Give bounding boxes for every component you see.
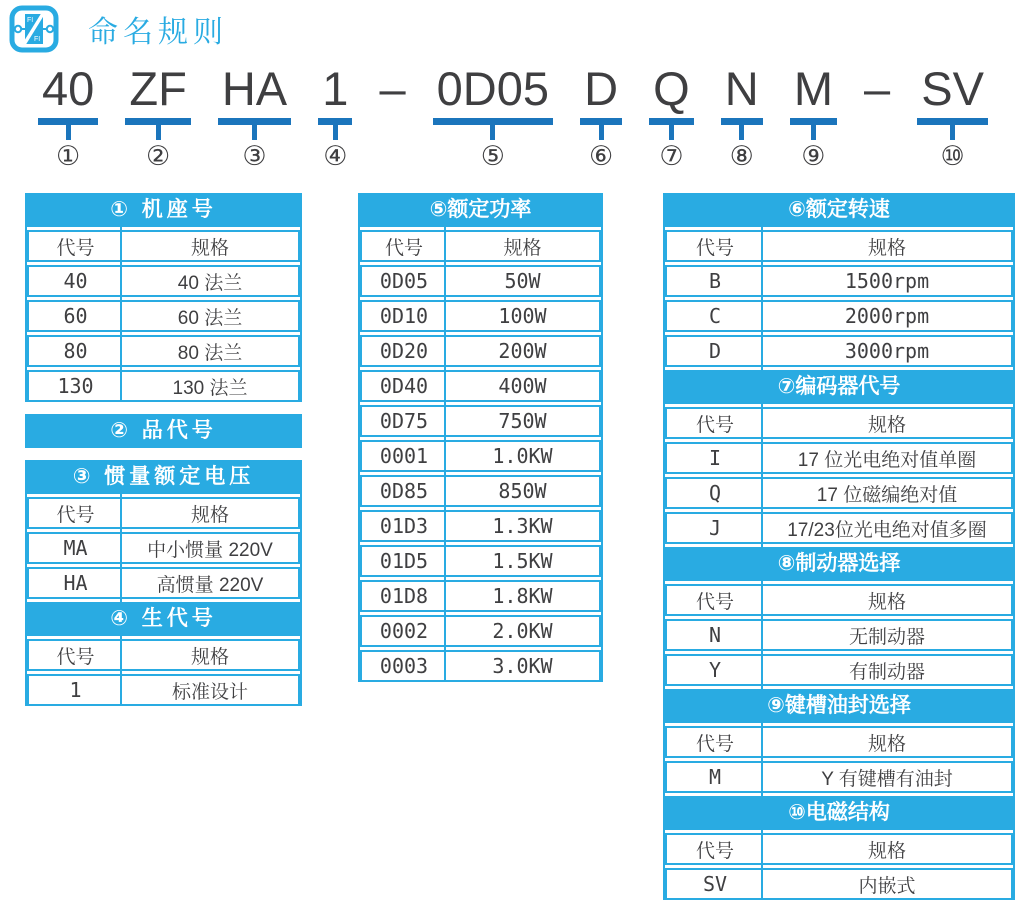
cell-code: M: [708, 765, 722, 789]
code-segment: [125, 64, 190, 170]
table-stack: [25, 460, 302, 706]
cell-spec: 200W: [498, 339, 547, 363]
section-title-bar: ⑤额定功率: [360, 193, 601, 227]
header-cell-spec: 规格: [867, 237, 906, 259]
header-cell-spec: 规格: [190, 504, 229, 526]
code-segment-text: Q: [653, 62, 690, 115]
code-underline: [917, 118, 988, 125]
table-row: [665, 300, 1013, 332]
table-row: [665, 619, 1013, 651]
table-row: [27, 265, 300, 297]
cell-code: 0D40: [379, 374, 429, 398]
table-row: [27, 532, 300, 564]
code-segment: [649, 64, 694, 170]
code-circled-number: ④: [323, 141, 348, 172]
code-circled-number: ②: [145, 141, 171, 172]
cell-spec: 3000rpm: [844, 339, 930, 363]
code-underline: [790, 118, 837, 125]
code-tick: [811, 125, 816, 140]
code-underline: [721, 118, 763, 125]
code-segment: [433, 64, 553, 170]
table-row: [360, 475, 601, 507]
code-segment: [790, 64, 837, 170]
table-row: [360, 405, 601, 437]
code-circled-number: ⑩: [940, 141, 965, 172]
table-row: [360, 265, 601, 297]
header-row: [27, 497, 300, 529]
code-circled-number: ⑧: [729, 141, 754, 172]
header-row: [665, 833, 1013, 865]
code-separator-dash: –: [864, 62, 891, 115]
cell-code: J: [708, 516, 722, 540]
table-row: [360, 580, 601, 612]
code-tick: [252, 125, 257, 140]
code-tick: [599, 125, 604, 140]
tables-column-middle: [358, 190, 603, 682]
cell-spec: 高惯量 220V: [156, 574, 264, 596]
code-segment-text: SV: [921, 62, 984, 115]
cell-spec: 50W: [504, 269, 541, 293]
header-cell-code: 代号: [695, 414, 734, 436]
header-cell-code: 代号: [695, 237, 734, 259]
header-cell-spec: 规格: [503, 237, 542, 259]
cell-spec: Y 有键槽有油封: [821, 768, 953, 790]
code-segment: [580, 64, 622, 170]
column-divider: [120, 460, 122, 706]
cell-code: SV: [702, 872, 728, 896]
cell-spec: 80 法兰: [177, 342, 243, 364]
header-cell-spec: 规格: [867, 840, 906, 862]
cell-code: D: [708, 339, 722, 363]
code-tick: [739, 125, 744, 140]
header-cell-code: 代号: [56, 504, 95, 526]
code-segment-text: M: [793, 62, 833, 115]
section-title-bar: ⑧制动器选择: [665, 547, 1013, 581]
code-circled-number: ①: [56, 141, 81, 172]
cell-spec: 750W: [498, 409, 547, 433]
table-row: [27, 567, 300, 599]
code-underline: [649, 118, 694, 125]
table-row: [665, 512, 1013, 544]
code-circled-number: ⑦: [659, 141, 684, 172]
table-row: [360, 510, 601, 542]
cell-spec: 40 法兰: [177, 272, 243, 294]
tables-column-right: [663, 190, 1015, 900]
code-tick: [669, 125, 674, 140]
header-row: [665, 230, 1013, 262]
code-segment: [917, 64, 988, 170]
section-title-bar: ① 机座号: [27, 193, 300, 227]
cell-code: 0002: [379, 619, 429, 643]
cell-spec: 17 位光电绝对值单圈: [797, 449, 977, 471]
cell-code: B: [708, 269, 722, 293]
table-row: [665, 335, 1013, 367]
cell-spec: 中小惯量 220V: [147, 539, 273, 561]
cell-code: 60: [63, 304, 88, 328]
svg-text:FI: FI: [27, 17, 34, 24]
section-title-bar: ② 品代号: [27, 414, 300, 448]
cell-code: 01D3: [379, 514, 429, 538]
table-row: [665, 761, 1013, 793]
code-separator-dash: –: [379, 62, 406, 115]
code-tick: [490, 125, 495, 140]
section-title-bar: ⑩电磁结构: [665, 796, 1013, 830]
code-segment-text: D: [584, 62, 619, 115]
cell-code: 01D8: [379, 584, 429, 608]
cell-spec: 1.8KW: [492, 584, 553, 608]
table-row: [360, 300, 601, 332]
table-row: [27, 370, 300, 402]
table-row: [360, 370, 601, 402]
cell-spec: 1.5KW: [492, 549, 553, 573]
cell-spec: 标准设计: [171, 681, 248, 703]
table-row: [665, 265, 1013, 297]
code-underline: [218, 118, 291, 125]
cell-code: 0003: [379, 654, 429, 678]
header-cell-code: 代号: [695, 733, 734, 755]
cell-code: 1: [69, 678, 82, 702]
code-underline: [580, 118, 622, 125]
cell-spec: 60 法兰: [177, 307, 243, 329]
cell-spec: 有制动器: [848, 661, 925, 683]
model-code-breakdown: [38, 64, 988, 170]
cell-code: 0D05: [379, 269, 429, 293]
section-title-bar: ④ 生代号: [27, 602, 300, 636]
cell-code: 130: [57, 374, 94, 398]
header-cell-code: 代号: [56, 237, 95, 259]
code-segment-text: ZF: [129, 62, 187, 115]
table-stack: [358, 193, 603, 682]
code-circled-number: ⑨: [801, 141, 826, 172]
cell-spec: 100W: [498, 304, 547, 328]
motor-flange-logo-icon: [8, 5, 60, 53]
header-cell-code: 代号: [56, 646, 95, 668]
code-tick: [66, 125, 71, 140]
page-header: [8, 5, 228, 53]
header-cell-code: 代号: [384, 237, 423, 259]
cell-spec: 1500rpm: [844, 269, 930, 293]
cell-spec: 2.0KW: [492, 619, 553, 643]
cell-code: N: [708, 623, 722, 647]
code-segment: [721, 64, 763, 170]
cell-spec: 无制动器: [848, 626, 925, 648]
code-segment-text: HA: [221, 62, 288, 115]
table-row: [360, 440, 601, 472]
table-stack: [663, 193, 1015, 900]
table-row: [27, 300, 300, 332]
cell-code: Y: [708, 658, 722, 682]
table-row: [360, 545, 601, 577]
table-stack: [25, 193, 302, 402]
table-row: [665, 442, 1013, 474]
page-title: 命名规则: [88, 16, 228, 49]
section-title-bar: ③ 惯量额定电压: [27, 460, 300, 494]
code-segment: [318, 64, 352, 170]
code-segment-text: 40: [42, 62, 95, 115]
header-cell-spec: 规格: [867, 733, 906, 755]
header-cell-code: 代号: [695, 591, 734, 613]
cell-spec: 内嵌式: [858, 875, 916, 897]
cell-spec: 2000rpm: [844, 304, 930, 328]
header-cell-code: 代号: [695, 840, 734, 862]
header-cell-spec: 规格: [867, 591, 906, 613]
code-circled-number: ③: [242, 141, 267, 172]
cell-code: 40: [63, 269, 88, 293]
cell-spec: 400W: [498, 374, 547, 398]
tables-column-left: [25, 190, 302, 706]
table-row: [27, 335, 300, 367]
column-divider: [444, 193, 446, 682]
cell-spec: 850W: [498, 479, 547, 503]
header-cell-spec: 规格: [190, 646, 229, 668]
table-row: [665, 868, 1013, 900]
code-tick: [950, 125, 955, 140]
header-row: [665, 407, 1013, 439]
header-cell-spec: 规格: [867, 414, 906, 436]
section-title-bar: ⑥额定转速: [665, 193, 1013, 227]
header-row: [665, 726, 1013, 758]
cell-spec: 17/23位光电绝对值多圈: [787, 519, 987, 541]
header-row: [360, 230, 601, 262]
code-underline: [125, 118, 190, 125]
section-title-bar: ⑦编码器代号: [665, 370, 1013, 404]
table-row: [360, 615, 601, 647]
cell-code: C: [708, 304, 722, 328]
cell-spec: 17 位磁编绝对值: [816, 484, 958, 506]
code-segment: [218, 64, 291, 170]
code-tick: [156, 125, 161, 140]
cell-spec: 1.0KW: [492, 444, 553, 468]
header-row: [665, 584, 1013, 616]
code-tick: [333, 125, 338, 140]
cell-spec: 3.0KW: [492, 654, 553, 678]
table-row: [665, 477, 1013, 509]
cell-code: 0001: [379, 444, 429, 468]
table-row: [360, 650, 601, 682]
cell-code: HA: [63, 571, 88, 595]
header-cell-spec: 规格: [190, 237, 229, 259]
table-row: [360, 335, 601, 367]
cell-code: 0D20: [379, 339, 429, 363]
header-row: [27, 230, 300, 262]
cell-code: I: [708, 446, 722, 470]
code-segment-text: 0D05: [436, 62, 550, 115]
cell-code: MA: [63, 536, 88, 560]
code-underline: [318, 118, 352, 125]
code-segment: [38, 64, 98, 170]
cell-spec: 130 法兰: [172, 377, 248, 399]
code-underline: [433, 118, 553, 125]
cell-code: 0D10: [379, 304, 429, 328]
section-title-bar: ⑨键槽油封选择: [665, 689, 1013, 723]
cell-code: 0D85: [379, 479, 429, 503]
header-row: [27, 639, 300, 671]
code-circled-number: ⑥: [588, 141, 614, 172]
code-circled-number: ⑤: [480, 141, 505, 172]
cell-code: Q: [708, 481, 722, 505]
cell-code: 0D75: [379, 409, 429, 433]
table-row: [27, 674, 300, 706]
code-segment-text: 1: [322, 62, 349, 115]
table-row: [665, 654, 1013, 686]
table-stack: [25, 414, 302, 448]
cell-spec: 1.3KW: [492, 514, 553, 538]
code-underline: [38, 118, 98, 125]
svg-text:FI: FI: [34, 36, 41, 43]
code-segment-text: N: [724, 62, 759, 115]
cell-code: 01D5: [379, 549, 429, 573]
cell-code: 80: [63, 339, 88, 363]
